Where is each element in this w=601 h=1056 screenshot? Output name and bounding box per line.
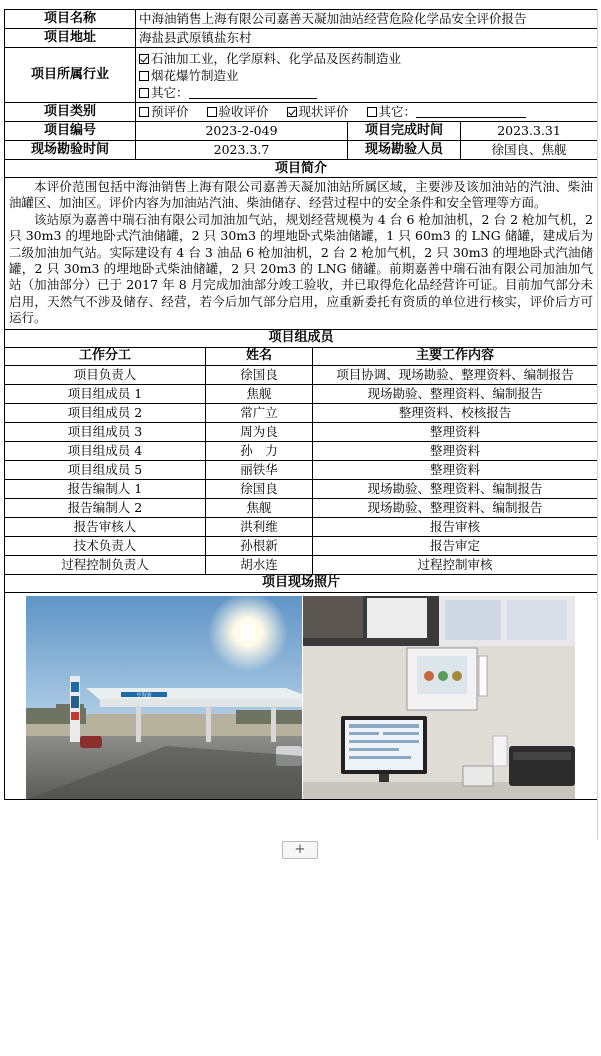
member-role: 项目负责人 [5,365,206,384]
project-name-value: 中海油销售上海有限公司嘉善天凝加油站经营危险化学品安全评价报告 [136,10,598,29]
project-address-value: 海盐县武原镇盐东村 [136,29,598,48]
member-name: 焦舰 [206,498,313,517]
table-row [5,536,598,555]
member-task: 现场勘验、整理资料、编制报告 [313,384,598,403]
member-role: 项目组成员 5 [5,460,206,479]
table-row [5,403,598,422]
industry-option-other[interactable]: 其它： [139,84,594,101]
photos-cell [5,592,598,799]
page-right-edge [597,9,598,839]
member-name: 徐国良 [206,479,313,498]
member-role: 项目组成员 2 [5,403,206,422]
checkbox-icon [207,107,217,117]
other-blank-line [416,105,526,118]
table-row [5,460,598,479]
project-number-value: 2023-2-049 [136,122,348,141]
survey-staff-value: 徐国良、焦舰 [461,141,598,160]
member-role: 报告审核人 [5,517,206,536]
member-task: 过程控制审核 [313,555,598,574]
survey-staff-label: 现场勘验人员 [348,141,461,160]
checkbox-checked-icon [287,107,297,117]
type-option-acceptance[interactable]: 验收评价 [207,104,269,119]
station-sign-text: 中海油 [136,692,152,699]
member-task: 整理资料 [313,422,598,441]
checkbox-checked-icon [139,54,149,64]
member-role: 项目组成员 1 [5,384,206,403]
member-name: 孙 力 [206,441,313,460]
table-row [5,422,598,441]
project-address-label: 项目地址 [5,29,136,48]
member-task: 整理资料 [313,441,598,460]
industry-option-fireworks[interactable]: 烟花爆竹制造业 [139,67,594,84]
table-row [5,479,598,498]
project-complete-label: 项目完成时间 [348,122,461,141]
team-header-role: 工作分工 [5,347,206,365]
control-room-image [303,596,575,800]
member-task: 报告审定 [313,536,598,555]
project-name-label: 项目名称 [5,10,136,29]
member-role: 报告编制人 2 [5,498,206,517]
gas-station-image [26,596,302,800]
member-role: 报告编制人 1 [5,479,206,498]
member-name: 常广立 [206,403,313,422]
evaluation-document [4,9,597,800]
project-industry-label: 项目所属行业 [5,48,136,103]
intro-paragraph-2: 该站原为嘉善中瑞石油有限公司加油加气站，规划经营规模为 4 台 6 枪加油机，2 台 2 枪加气机，2 只 30m3 的埋地卧式汽油储罐，2 只 30m3 的埋地卧式柴油储罐，1 只 60m3 的 LNG 储罐，建成后为二级加油加气站。实际建设有 4 台 3 油品 6 枪加油机，2 台 2 枪加气机，2 只 30m3 的埋地卧式汽油储罐，2 只 30m3 的埋地卧式柴油储罐，2 只 20m3 的 LNG 储罐。前期嘉善中瑞石油有限公司加油加气站（加油部分）已于 2017 年 8 月完成加油部分竣工验收，并已取得危化品经营许可证。目前加气部分未启用，天然气不涉及储存、经营，若今后加气部分启用，应重新委托有资质的单位进行核实，评价后方可运行。 [9,211,594,326]
industry-option-petro[interactable]: 石油加工业，化学原料、化学品及医药制造业 [139,50,594,67]
member-name: 焦舰 [206,384,313,403]
checkbox-icon [139,107,149,117]
member-task: 项目协调、现场勘验、整理资料、编制报告 [313,365,598,384]
member-task: 整理资料、校核报告 [313,403,598,422]
member-task: 现场勘验、整理资料、编制报告 [313,498,598,517]
team-header-name: 姓名 [206,347,313,365]
project-industry-options [136,48,598,103]
project-number-label: 项目编号 [5,122,136,141]
member-task: 现场勘验、整理资料、编制报告 [313,479,598,498]
table-row [5,441,598,460]
member-name: 胡水连 [206,555,313,574]
intro-section-title: 项目简介 [5,160,598,178]
add-button[interactable]: + [282,841,318,859]
intro-text [5,178,598,330]
checkbox-icon [139,71,149,81]
project-info-table [4,9,598,330]
member-name: 徐国良 [206,365,313,384]
checkbox-icon [367,107,377,117]
member-task: 整理资料 [313,460,598,479]
intro-paragraph-1: 本评价范围包括中海油销售上海有限公司嘉善天凝加油站所属区域，主要涉及该加油站的汽油、柴油油罐区、加油区。评价内容为加油站汽油、柴油储存、经营过程中的安全条件和安全管理等方面。 [9,179,594,211]
type-option-pre[interactable]: 预评价 [139,104,189,119]
member-role: 过程控制负责人 [5,555,206,574]
type-option-current[interactable]: 现状评价 [287,104,349,119]
table-row [5,555,598,574]
control-room-photo[interactable] [303,596,575,800]
gas-station-photo[interactable] [26,596,302,800]
member-name: 周为良 [206,422,313,441]
project-type-label: 项目类别 [5,103,136,122]
member-role: 项目组成员 4 [5,441,206,460]
team-table [4,329,598,800]
member-name: 丽铁华 [206,460,313,479]
table-row [5,365,598,384]
member-name: 洪利维 [206,517,313,536]
survey-time-value: 2023.3.7 [136,141,348,160]
member-task: 报告审核 [313,517,598,536]
table-row [5,384,598,403]
survey-time-label: 现场勘验时间 [5,141,136,160]
member-role: 项目组成员 3 [5,422,206,441]
photos-section-title: 项目现场照片 [5,574,598,592]
team-header-task: 主要工作内容 [313,347,598,365]
project-type-options [136,103,598,122]
type-option-other[interactable]: 其它： [367,104,527,119]
team-section-title: 项目组成员 [5,329,598,347]
checkbox-icon [139,88,149,98]
member-name: 孙根新 [206,536,313,555]
other-blank-line [189,86,317,99]
project-complete-value: 2023.3.31 [461,122,598,141]
table-row [5,498,598,517]
table-row [5,517,598,536]
member-role: 技术负责人 [5,536,206,555]
